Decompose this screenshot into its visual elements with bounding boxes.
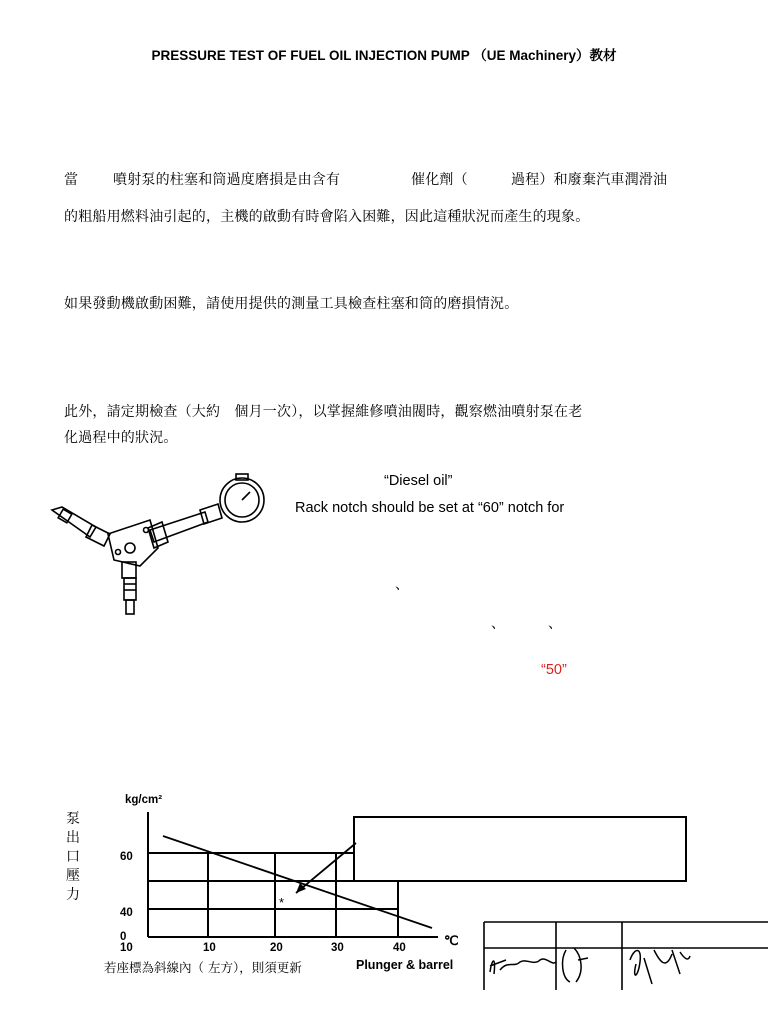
y-tick-label: 0: [120, 931, 127, 943]
chart-caption-cn: 若座標為斜線內（ 左方），則須更新: [104, 960, 302, 975]
rack-notch-note: Rack notch should be set at “60” notch for: [295, 500, 565, 516]
data-marker: *: [279, 895, 285, 910]
y-axis-unit: kg/cm²: [125, 794, 163, 806]
p1-word-4: 過程）和廢棄汽車潤滑油: [511, 172, 668, 188]
x-tick-label: 10: [120, 942, 133, 954]
y-tick-label: 60: [120, 851, 133, 863]
p3-line-1: 此外，請定期檢查（大約 個月一次），以掌握維修噴油閥時，觀察燃油噴射泵在老: [64, 404, 583, 420]
p1-line-2: 的粗船用燃料油引起的，主機的啟動有時會陷入困難，因此這種狀況而產生的現象。: [64, 209, 590, 225]
p2-text: 如果發動機啟動困難，請使用提供的測量工具檢查柱塞和筒的磨損情況。: [64, 296, 519, 312]
callout-box: [354, 817, 686, 881]
handwritten-signatures: [490, 948, 690, 984]
x-tick-label: 30: [331, 942, 344, 954]
y-tick-label: 40: [120, 907, 133, 919]
chart-grid: [148, 812, 438, 937]
chart-caption-en: Plunger & barrel: [356, 958, 454, 972]
y-axis-char: 力: [66, 887, 80, 903]
x-tick-label: 40: [393, 942, 406, 954]
x-axis-unit: ℃: [444, 933, 459, 948]
x-tick-label: 20: [270, 942, 283, 954]
p1-word-3: 催化劑（: [411, 172, 468, 188]
mark-3: 、: [548, 616, 563, 632]
mark-1: 、: [395, 577, 410, 593]
chart-labels: [120, 851, 406, 954]
y-axis-char: 出: [66, 830, 80, 846]
signature-table: [484, 922, 768, 990]
p1-word-2: 噴射泵的柱塞和筒過度磨損是由含有: [113, 172, 341, 188]
x-tick-label: 10: [203, 942, 216, 954]
y-axis-char: 壓: [66, 868, 80, 884]
document-title: PRESSURE TEST OF FUEL OIL INJECTION PUMP （UE Machinery）教材: [151, 48, 617, 63]
p3-line-2: 化過程中的狀況。: [64, 430, 178, 446]
y-axis-char: 泵: [66, 811, 80, 827]
y-axis-title: [65, 810, 81, 905]
p1-word-1: 當: [64, 172, 79, 188]
y-axis-char: 口: [66, 849, 80, 865]
diesel-oil-note: “Diesel oil”: [384, 473, 453, 489]
mark-2: 、: [491, 616, 506, 632]
red-value-note: “50”: [541, 662, 567, 678]
callout-arrow: [296, 843, 356, 893]
